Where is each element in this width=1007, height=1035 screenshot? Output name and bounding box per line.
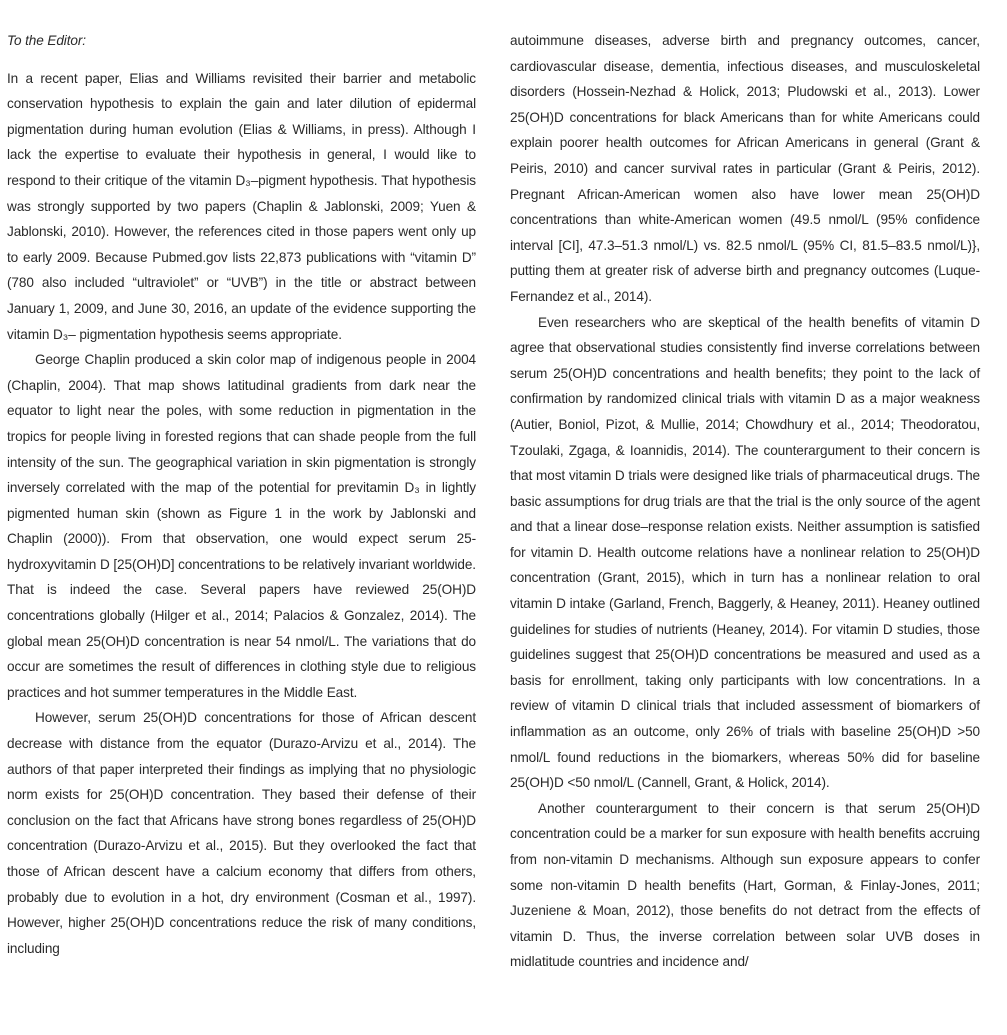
paragraph: Another counterargument to their concern is that serum 25(OH)D concentration could be a marker for sun exposure with health benefits accruing from non-vitamin D mechanisms. Although sun exposure appears to confer some non-vitamin D health benefits (Hart, Gorman, & Finlay-Jones, 2011; Juzeniene & Moan, 2012), those benefits do not detract from the effects of vitamin D. Thus, the inverse correlation between solar UVB doses in midlatitude countries and incidence and/ <box>510 800 980 970</box>
paragraph: In a recent paper, Elias and Williams revisited their barrier and metabolic conservation hypothesis to explain the gain and later dilution of epidermal pigmentation during human evolution (Elias & Williams, in press). Although I lack the expertise to evaluate their hypothesis in general, I would like to respond to their critique of the vitamin D₃–pigment hypothesis. That hypothesis was strongly supported by two papers (Chaplin & Jablonski, 2009; Yuen & Jablonski, 2010). However, the references cited in those papers went only up to early 2009. Because Pubmed.gov lists 22,873 publications with “vitamin D” (780 also included “ultraviolet” or “UVB”) in the title or abstract between January 1, 2009, and June 30, 2016, an update of the evidence supporting the vitamin D₃– pigmentation hypothesis seems appropriate. <box>7 70 476 342</box>
salutation: To the Editor: <box>7 33 86 48</box>
paragraph: autoimmune diseases, adverse birth and pregnancy outcomes, cancer, cardiovascular disease, dementia, infectious diseases, and musculoskeletal disorders (Hossein-Nezhad & Holick, 2013; Pludowski et al., 2013). Lower 25(OH)D concentrations for black Americans than for white Americans could explain poorer health outcomes for African Americans in general (Grant & Peiris, 2010) and cancer survival rates in particular (Grant & Peiris, 2012). Pregnant African-American women also have lower mean 25(OH)D concentrations than white-American women (49.5 nmol/L (95% confidence interval [CI], 47.3–51.3 nmol/L) vs. 82.5 nmol/L (95% CI, 81.5–83.5 nmol/L)}, putting them at greater risk of adverse birth and pregnancy outcomes (Luque-Fernandez et al., 2014). <box>510 33 980 304</box>
right-column <box>510 28 980 975</box>
paragraph: George Chaplin produced a skin color map of indigenous people in 2004 (Chaplin, 2004). That map shows latitudinal gradients from dark near the equator to light near the poles, with some reduction in pigmentation in the tropics for people living in forested regions that can shade people from the full intensity of the sun. The geographical variation in skin pigmentation is strongly inversely correlated with the map of the potential for previtamin D₃ in lightly pigmented human skin (shown as Figure 1 in the work by Jablonski and Chaplin (2000)). From that observation, one would expect serum 25-hydroxyvitamin D [25(OH)D] concentrations to be relatively invariant worldwide. That is indeed the case. Several papers have reviewed 25(OH)D concentrations globally (Hilger et al., 2014; Palacios & Gonzalez, 2014). The global mean 25(OH)D concentration is near 54 nmol/L. The variations that do occur are sometimes the result of differences in clothing style due to religious practices and hot summer temperatures in the Middle East. <box>7 352 476 700</box>
paragraph: However, serum 25(OH)D concentrations for those of African descent decrease with distance from the equator (Durazo-Arvizu et al., 2014). The authors of that paper interpreted their findings as implying that no physiologic norm exists for 25(OH)D concentration. They based their defense of their conclusion on the fact that Africans have strong bones regardless of 25(OH)D concentration (Durazo-Arvizu et al., 2015). But they overlooked the fact that those of African descent have a calcium economy that differs from others, probably due to evolution in a hot, dry environment (Cosman et al., 1997). However, higher 25(OH)D concentrations reduce the risk of many conditions, including <box>7 710 476 956</box>
left-column <box>7 28 476 961</box>
paragraph: Even researchers who are skeptical of the health benefits of vitamin D agree that observational studies consistently find inverse correlations between serum 25(OH)D concentrations and health benefits; they point to the lack of confirmation by randomized clinical trials with vitamin D as a major weakness (Autier, Boniol, Pizot, & Mullie, 2014; Chowdhury et al., 2014; Theodoratou, Tzoulaki, Zgaga, & Ioannidis, 2014). The counterargument to their concern is that most vitamin D trials were designed like trials of pharmaceutical drugs. The basic assumptions for drug trials are that the trial is the only source of the agent and that a linear dose–response relation exists. Neither assumption is satisfied for vitamin D. Health outcome relations have a nonlinear relation to 25(OH)D concentration (Grant, 2015), which in turn has a nonlinear relation to oral vitamin D intake (Garland, French, Baggerly, & Heaney, 2011). Heaney outlined guidelines for studies of nutrients (Heaney, 2014). For vitamin D studies, those guidelines suggest that 25(OH)D concentrations be measured and used as a basis for enrollment, taking only participants with low concentrations. In a review of vitamin D clinical trials that included assessment of biomarkers of inflammation as an outcome, only 26% of trials with baseline 25(OH)D >50 nmol/L found reductions in the biomarkers, whereas 50% did for baseline 25(OH)D <50 nmol/L (Cannell, Grant, & Holick, 2014). <box>510 314 980 791</box>
